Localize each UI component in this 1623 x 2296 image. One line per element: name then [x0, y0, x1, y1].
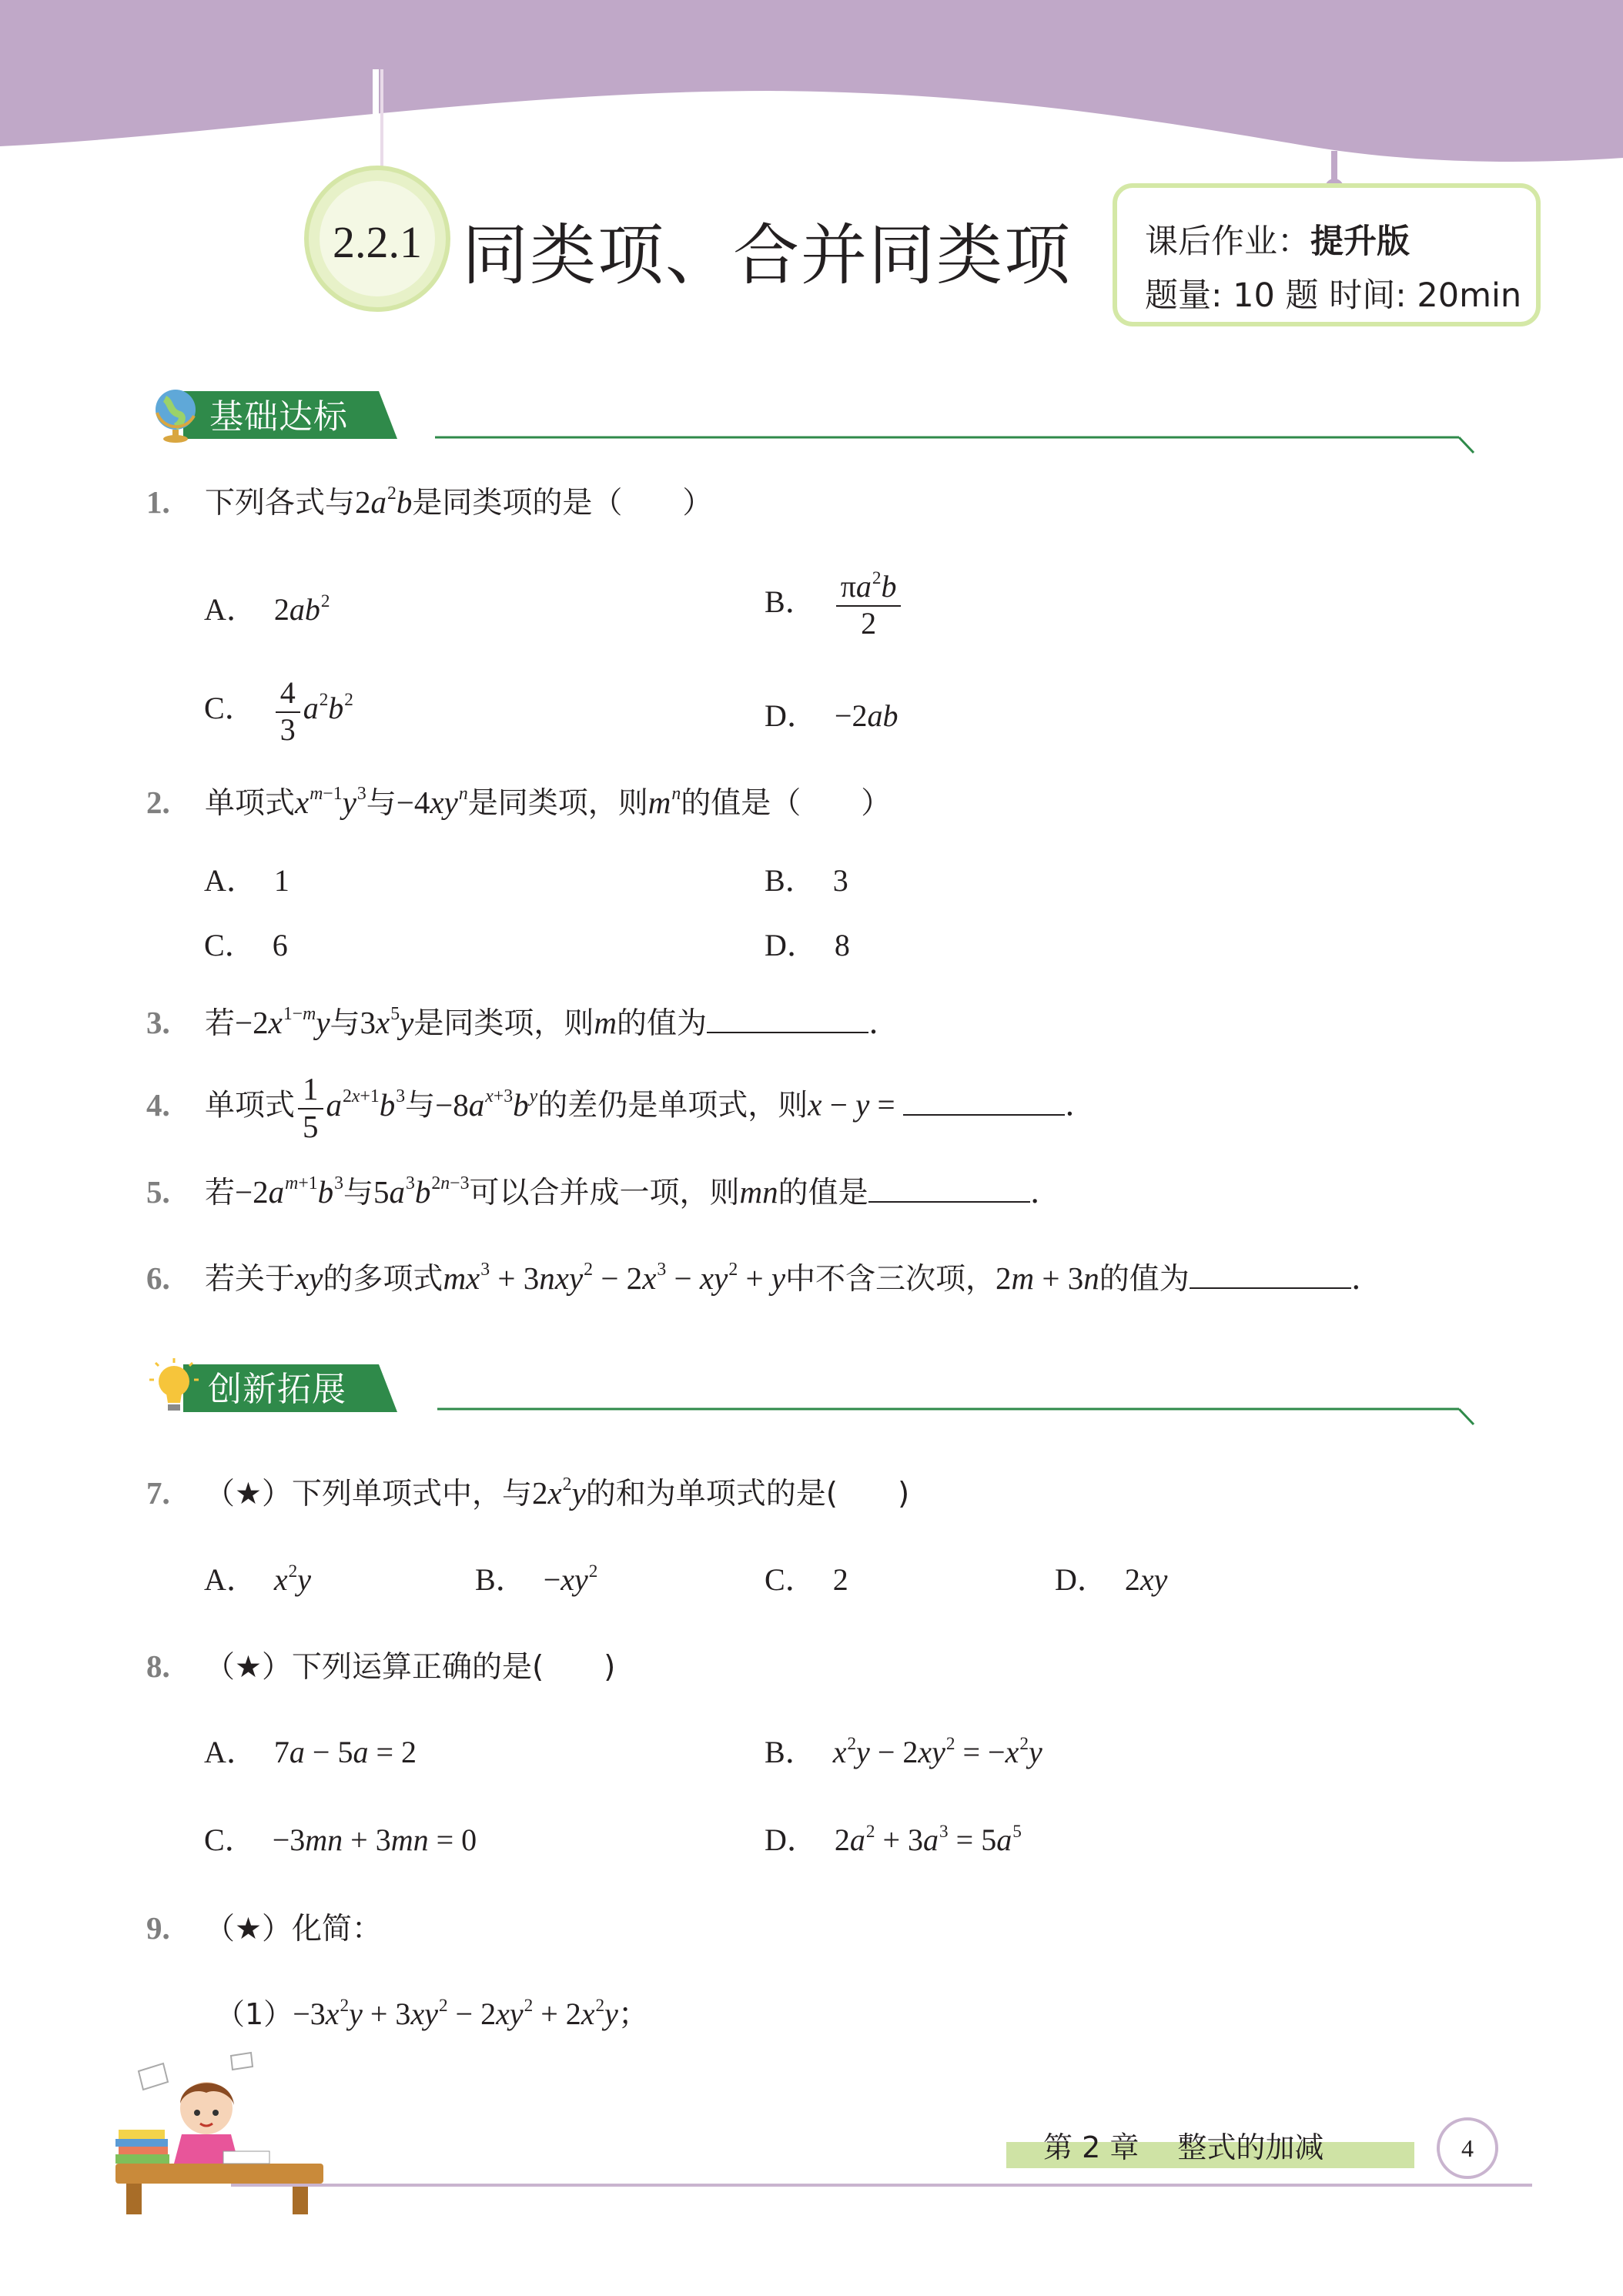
- question-4: 4. 单项式 $\frac{1}{5}$ $a^{2x+1}b^3$与$-8a^{x+3}b^y$的差仍是单项式，则x − y = .: [146, 1071, 1075, 1145]
- answer-blank[interactable]: [868, 1172, 1030, 1203]
- homework-meta: 题量: 10 题 时间: 20min: [1145, 276, 1522, 315]
- answer-blank[interactable]: [1190, 1258, 1351, 1289]
- q8-option-b: B． $x^2y - 2xy^2 = -x^2y$: [765, 1733, 1042, 1769]
- footer-chapter: 第 2 章 整式的加减: [1043, 2130, 1324, 2164]
- page-title: 同类项、合并同类项: [462, 217, 1072, 294]
- question-5: 5. 若$-2a^{m+1}b^3$与$5a^3b^{2n-3}$可以合并成一项，则mn的值是 .: [146, 1173, 1040, 1210]
- q8-option-c: C． −3mn + 3mn = 0: [204, 1822, 477, 1857]
- footer-line: [231, 2184, 1532, 2187]
- q1-option-a: A． $2ab^2$: [204, 591, 330, 627]
- question-8: 8. （★）下列运算正确的是( ): [146, 1648, 616, 1685]
- answer-blank[interactable]: [903, 1085, 1065, 1116]
- answer-blank[interactable]: [707, 1002, 868, 1033]
- q2-option-a: A． 1: [204, 863, 289, 898]
- section-title-basic: 基础达标: [209, 397, 348, 437]
- student-illustration: [108, 2048, 323, 2217]
- top-banner: [0, 0, 1623, 185]
- homework-box: [1113, 183, 1541, 326]
- q8-option-a: A． 7a − 5a = 2: [204, 1735, 417, 1769]
- q2-option-d: D． 8: [765, 928, 850, 962]
- question-9: 9. （★）化简：: [146, 1910, 382, 1946]
- q9-part-1: $(1)-3x^2y + 3xy^2 - 2xy^2 + 2x^2y$；: [216, 1995, 649, 2031]
- q2-option-b: B． 3: [765, 863, 848, 898]
- homework-type: 课后作业：提升版: [1145, 223, 1410, 261]
- question-6: 6. 若关于xy的多项式$mx^3 + 3nxy^2 - 2x^3 - xy^2 + y$中不含三次项，2m + 3n的值为 .: [146, 1260, 1361, 1297]
- section-number-circle: [304, 166, 450, 312]
- q2-option-c: C． 6: [204, 928, 288, 962]
- section-title-extend: 创新拓展: [208, 1370, 346, 1409]
- lightbulb-icon: [148, 1357, 202, 1418]
- page-number-circle: [1437, 2117, 1498, 2179]
- question-7: 7. （★）下列单项式中，与$2x^2y$的和为单项式的是( ): [146, 1474, 910, 1511]
- page-number: 4: [1461, 2134, 1474, 2162]
- question-1: 1. 下列各式与$2a^2b$是同类项的是（ ）: [146, 484, 713, 520]
- globe-icon: [148, 385, 202, 443]
- q1-option-b: B． $\frac{\pi a^2b}{2}$: [765, 570, 904, 641]
- q1-option-c: C． $\frac{4}{3}$ $a^2b^2$: [204, 675, 353, 747]
- q7-option-d: D． 2xy: [1055, 1562, 1168, 1597]
- q7-option-c: C． 2: [765, 1562, 848, 1597]
- q7-option-a: A． $x^2y$: [204, 1561, 312, 1597]
- q1-option-d: D． −2ab: [765, 698, 899, 733]
- question-2: 2. 单项式$x^{m-1}y^3$与$-4xy^n$是同类项，则$m^n$的值是（ ）: [146, 784, 892, 821]
- q7-option-b: B． $-xy^2$: [475, 1561, 598, 1597]
- question-3: 3. 若$-2x^{1-m}y$与$3x^5y$是同类项，则m的值为 .: [146, 1004, 879, 1041]
- section-number: 2.2.1: [333, 217, 422, 267]
- q8-option-d: D． $2a^2 + 3a^3 = 5a^5$: [765, 1821, 1022, 1857]
